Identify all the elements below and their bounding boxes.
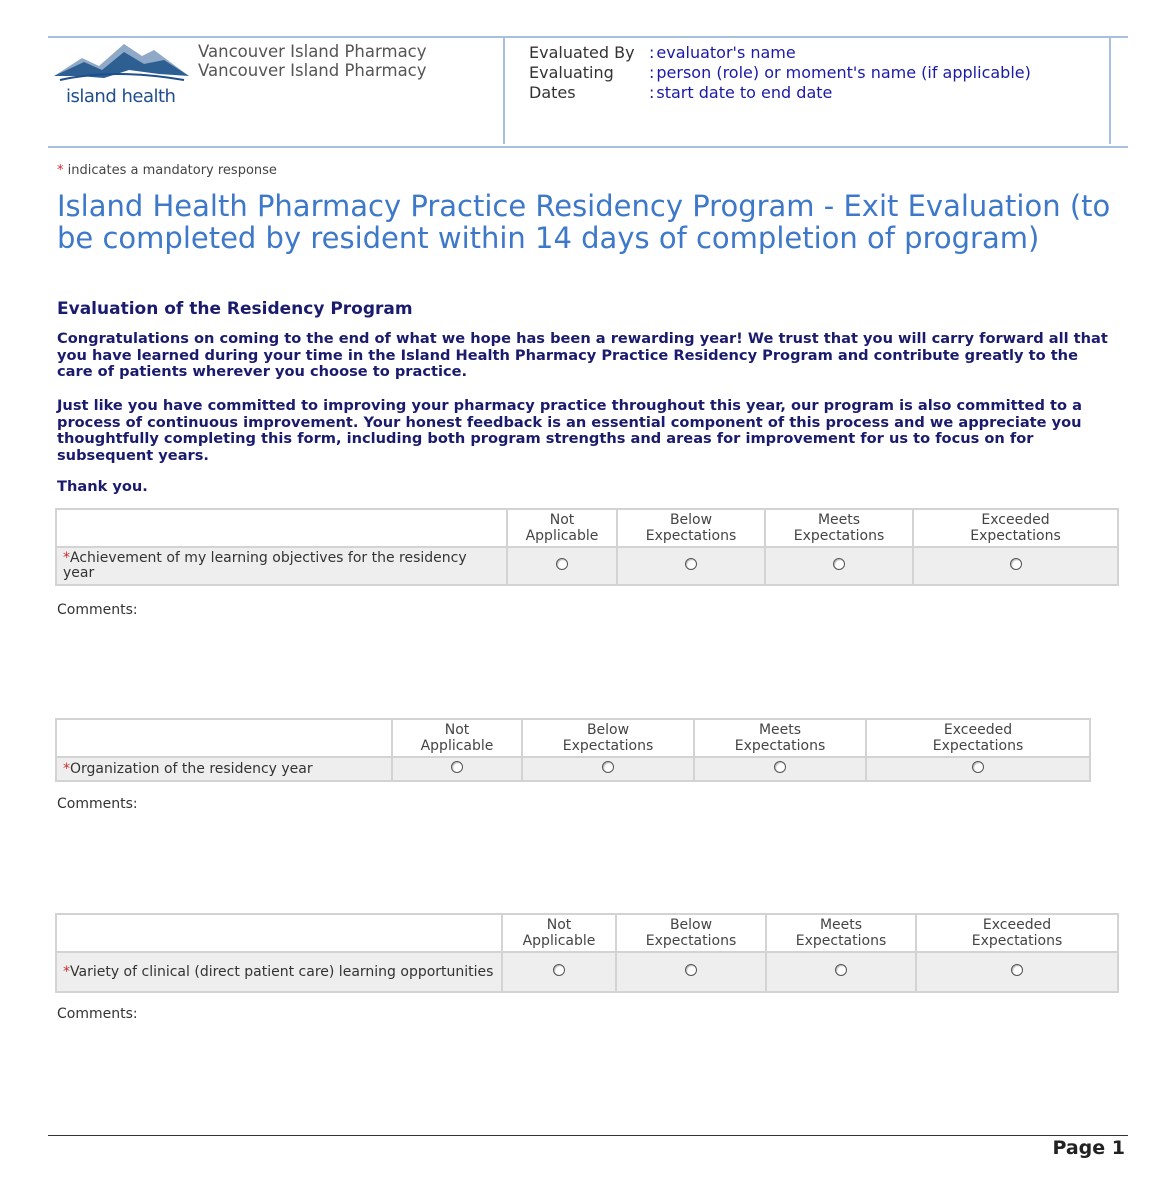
page-number: Page 1 [1052,1137,1125,1159]
meta-row-dates [529,84,1099,102]
question-text: Variety of clinical (direct patient care) learning opportunities [70,963,494,980]
col-not-applicable [502,914,616,952]
mandatory-note [57,163,277,178]
col-meets-expectations [765,509,913,547]
blank-header [56,914,502,952]
org-line: Vancouver Island Pharmacy [198,42,427,61]
col-label: Below [669,917,713,933]
col-label: Below [586,722,630,738]
meta-label: Dates [529,83,576,102]
option-cell [502,952,616,992]
meta-row-evaluated-by [529,44,1099,62]
col-not-applicable [507,509,617,547]
radio-below-expectations[interactable] [602,761,614,773]
comments-label: Comments: [57,602,138,618]
radio-not-applicable[interactable] [451,761,463,773]
required-star: * [63,550,70,566]
organization-names [198,42,427,80]
col-below-expectations [617,509,765,547]
island-health-logo [54,40,189,112]
question-row [56,952,1118,992]
col-label: Meets [817,512,861,528]
blank-header [56,719,392,757]
col-label: Expectations [562,738,654,754]
evaluation-meta [529,44,1099,104]
col-label: Expectations [970,528,1061,544]
colon: : [649,43,655,62]
col-label: Exceeded [981,512,1050,528]
radio-below-expectations[interactable] [685,964,697,976]
page-title: Island Health Pharmacy Practice Residency Program - Exit Evaluation (to be completed by resident within 14 days of completion of program) [57,189,1111,255]
col-label: Expectations [734,738,826,754]
form-header [48,36,1128,148]
radio-below-expectations[interactable] [685,558,697,570]
option-cell [392,757,522,781]
radio-exceeded-expectations[interactable] [1010,558,1022,570]
rating-table [55,913,1119,993]
col-label: Expectations [645,528,737,544]
section-heading: Evaluation of the Residency Program [57,299,413,319]
col-meets-expectations [766,914,916,952]
option-cell [765,547,913,585]
option-cell [694,757,866,781]
option-cell [866,757,1090,781]
col-label: Not [444,722,470,738]
required-star: * [63,963,70,980]
meta-value-wrapper [649,84,1099,102]
col-label: Expectations [793,528,885,544]
option-cell [916,952,1118,992]
logo-text: island health [66,86,176,107]
col-label: Applicable [420,738,494,754]
meta-value-wrapper [649,44,1099,62]
footer-divider [48,1135,1128,1136]
header-divider [503,38,505,144]
col-label: Meets [758,722,802,738]
meta-value-wrapper [649,64,1099,82]
question-row [56,757,1090,781]
option-cell [616,952,766,992]
blank-header [56,509,507,547]
required-star: * [63,760,70,777]
rating-header-row [56,914,1118,952]
question-label [56,547,507,585]
option-cell [507,547,617,585]
meta-value: start date to end date [656,83,833,102]
meta-value: evaluator's name [656,43,796,62]
meta-label: Evaluating [529,63,614,82]
question-label [56,952,502,992]
col-label: Applicable [522,933,596,949]
option-cell [617,547,765,585]
question-row [56,547,1118,585]
radio-not-applicable[interactable] [553,964,565,976]
mountain-logo-icon [54,40,189,88]
col-label: Meets [819,917,863,933]
intro-paragraph: Just like you have committed to improving your pharmacy practice throughout this year, our program is also committed to a process of continuous improvement. Your honest feedback is an essential component of this process and we appreciate you thoughtfully completing this form, including both program strengths and areas for improvement for us to focus on for subsequent years. [57,397,1082,464]
rating-header-row [56,509,1118,547]
radio-exceeded-expectations[interactable] [1011,964,1023,976]
col-label: Expectations [795,933,887,949]
col-label: Not [549,512,575,528]
option-cell [766,952,916,992]
intro-paragraph: Congratulations on coming to the end of what we hope has been a rewarding year! We trust that you will carry forward all that you have learned during your time in the Island Health Pharmacy Practice Residency Program and contribute greatly to the care of patients wherever you choose to practice. [57,330,1108,380]
comments-label: Comments: [57,796,138,812]
radio-meets-expectations[interactable] [835,964,847,976]
question-text: Organization of the residency year [70,760,313,777]
col-label: Exceeded [982,917,1052,933]
colon: : [649,83,655,102]
radio-meets-expectations[interactable] [774,761,786,773]
question-text: Achievement of my learning objectives for the residency year [63,550,467,581]
rating-header-row [56,719,1090,757]
col-label: Applicable [525,528,599,544]
radio-meets-expectations[interactable] [833,558,845,570]
meta-label: Evaluated By [529,43,635,62]
col-exceeded-expectations [913,509,1118,547]
radio-not-applicable[interactable] [556,558,568,570]
col-label: Expectations [932,738,1024,754]
rating-table [55,718,1091,782]
col-below-expectations [522,719,694,757]
rating-table [55,508,1119,586]
meta-value: person (role) or moment's name (if applicable) [656,63,1031,82]
col-label: Expectations [971,933,1063,949]
radio-exceeded-expectations[interactable] [972,761,984,773]
thank-you-text: Thank you. [57,478,148,495]
mandatory-note-text: indicates a mandatory response [67,163,277,178]
col-label: Below [669,512,713,528]
col-label: Not [546,917,572,933]
header-divider [1109,38,1111,144]
col-label: Expectations [645,933,737,949]
comments-label: Comments: [57,1006,138,1022]
option-cell [913,547,1118,585]
col-meets-expectations [694,719,866,757]
org-line: Vancouver Island Pharmacy [198,61,427,80]
col-exceeded-expectations [916,914,1118,952]
option-cell [522,757,694,781]
colon: : [649,63,655,82]
col-label: Exceeded [943,722,1013,738]
col-not-applicable [392,719,522,757]
col-exceeded-expectations [866,719,1090,757]
meta-row-evaluating [529,64,1099,82]
question-label [56,757,392,781]
required-star: * [57,163,64,178]
col-below-expectations [616,914,766,952]
